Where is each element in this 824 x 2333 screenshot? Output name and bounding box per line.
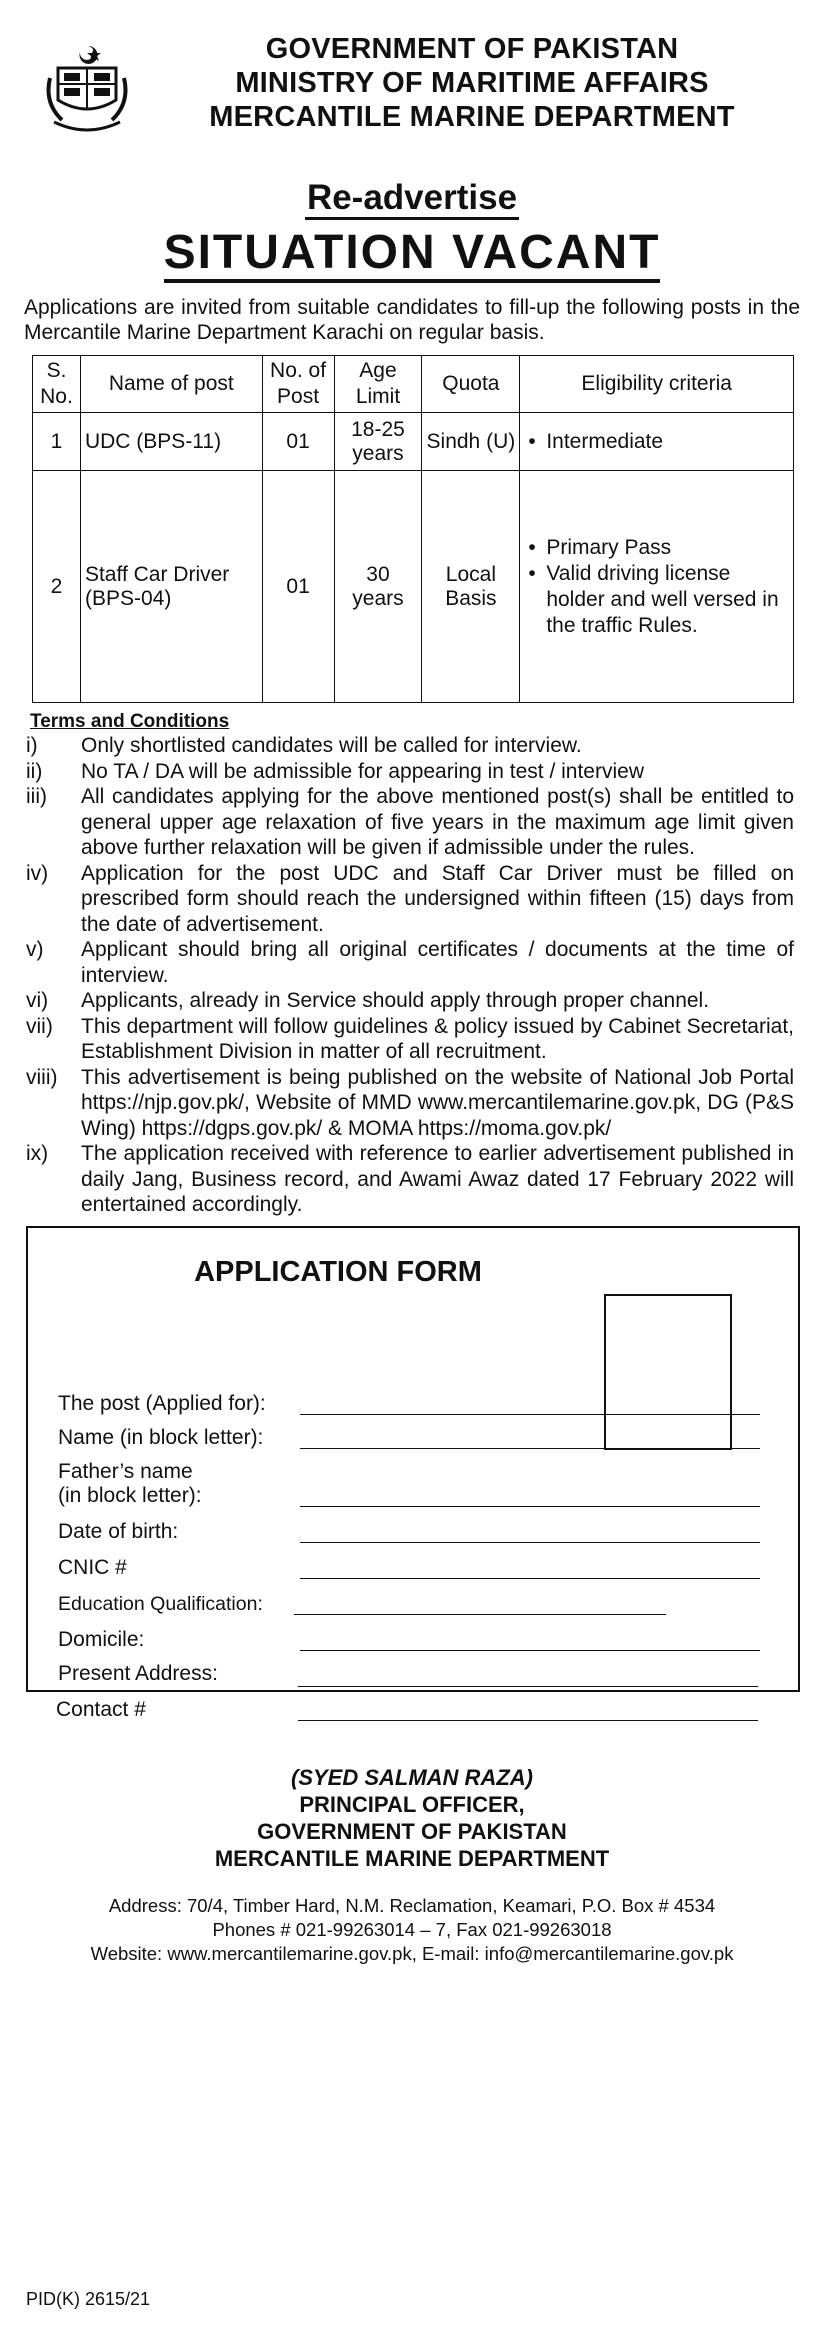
cnic-field[interactable]	[300, 1578, 760, 1579]
term-text: Only shortlisted candidates will be called for interview.	[81, 734, 582, 757]
contact-field[interactable]	[298, 1720, 758, 1721]
header-post: Name of post	[80, 356, 262, 413]
readvertise-heading: Re-advertise	[20, 177, 804, 219]
cell-post: Staff Car Driver (BPS-04)	[80, 471, 262, 703]
term-item	[26, 733, 794, 759]
education-field[interactable]	[294, 1614, 666, 1615]
header-count: No. of Post	[262, 356, 334, 413]
cell-count: 01	[262, 471, 334, 703]
signature-block	[20, 1764, 804, 1872]
term-number: vi)	[26, 989, 49, 1012]
term-text: This department will follow guidelines & policy issued by Cabinet Secretariat, Establishment Division in matter of all recruitment.	[81, 1014, 794, 1063]
address-field[interactable]	[298, 1686, 758, 1687]
cell-count: 01	[262, 413, 334, 471]
domicile-label: Domicile:	[58, 1627, 145, 1651]
term-item	[26, 1014, 794, 1065]
header-age: Age Limit	[334, 356, 422, 413]
criteria-item: • Intermediate	[524, 429, 789, 455]
office-phones: Phones # 021-99263014 – 7, Fax 021-99263018	[212, 1918, 612, 1940]
term-text: Applicants, already in Service should apply through proper channel.	[81, 989, 710, 1012]
term-number: iv)	[26, 861, 49, 885]
cell-quota: Sindh (U)	[422, 413, 520, 471]
header-criteria: Eligibility criteria	[520, 356, 794, 413]
cell-criteria	[520, 413, 794, 471]
header-lines	[140, 32, 804, 134]
term-text: No TA / DA will be admissible for appearing in test / interview	[81, 759, 644, 783]
application-form	[26, 1226, 800, 1692]
cell-sno: 2	[33, 471, 81, 703]
pid-number: PID(K) 2615/21	[26, 2289, 151, 2309]
dob-field[interactable]	[300, 1542, 760, 1543]
situation-vacant-heading: SITUATION VACANT	[20, 225, 804, 281]
term-number: v)	[26, 938, 44, 961]
post-field[interactable]	[300, 1414, 760, 1415]
table-row	[33, 471, 794, 703]
office-web: Website: www.mercantilemarine.gov.pk, E-mail: info@mercantilemarine.gov.pk	[90, 1942, 734, 1964]
header-quota: Quota	[422, 356, 520, 413]
term-item	[26, 759, 794, 785]
officer-title: PRINCIPAL OFFICER,	[299, 1791, 525, 1817]
term-number: iii)	[26, 785, 47, 808]
term-text: Application for the post UDC and Staff Car Driver must be filled on prescribed form should reach the undersigned within fifteen (15) days from the date of advertisement.	[81, 861, 794, 936]
photo-box	[604, 1294, 732, 1450]
cell-age: 30 years	[334, 471, 422, 703]
father-name-field[interactable]	[300, 1506, 760, 1507]
cell-age: 18-25 years	[334, 413, 422, 471]
term-text: All candidates applying for the above mentioned post(s) shall be entitled to general upper age relaxation of five years in the maximum age limit given above further relaxation will be given if admissible under the rules.	[81, 785, 794, 859]
term-item	[26, 988, 794, 1014]
name-label: Name (in block letter):	[58, 1425, 264, 1449]
criteria-item: • Primary Pass	[524, 535, 789, 561]
signature-org-2: MERCANTILE MARINE DEPARTMENT	[214, 1845, 610, 1871]
term-number: vii)	[26, 1014, 53, 1038]
signature-org-1: GOVERNMENT OF PAKISTAN	[257, 1818, 567, 1844]
cell-sno: 1	[33, 413, 81, 471]
table-header-row	[33, 356, 794, 413]
terms-title: Terms and Conditions	[30, 711, 230, 732]
domicile-field[interactable]	[300, 1650, 760, 1651]
address-label: Present Address:	[58, 1661, 218, 1685]
dob-label: Date of birth:	[58, 1519, 179, 1543]
cell-quota: Local Basis	[422, 471, 520, 703]
term-number: viii)	[26, 1065, 58, 1089]
criteria-item: • Valid driving license holder and well versed in the traffic Rules.	[524, 561, 789, 639]
term-item	[26, 1141, 794, 1218]
cell-post: UDC (BPS-11)	[80, 413, 262, 471]
term-number: ii)	[26, 759, 43, 783]
term-text: The application received with reference to earlier advertisement published in daily Jang, Business record, and Awami Awaz dated 17 February 2022 will entertained accordingly.	[81, 1142, 794, 1216]
officer-name: (SYED SALMAN RAZA)	[291, 1764, 533, 1790]
header-line-2: MINISTRY OF MARITIME AFFAIRS	[235, 67, 709, 99]
terms-list	[26, 733, 794, 1218]
contact-block	[20, 1894, 804, 1966]
form-title: APPLICATION FORM	[194, 1255, 482, 1288]
contact-label: Contact #	[56, 1697, 146, 1721]
term-text: Applicant should bring all original certificates / documents at the time of interview.	[81, 938, 794, 987]
term-number: ix)	[26, 1142, 49, 1165]
office-address: Address: 70/4, Timber Hard, N.M. Reclamation, Keamari, P.O. Box # 4534	[108, 1894, 716, 1916]
posts-table	[32, 355, 794, 703]
state-emblem-icon	[42, 38, 132, 138]
father-name-sublabel: (in block letter):	[58, 1483, 202, 1507]
term-text: This advertisement is being published on the website of National Job Portal https://njp.gov.pk/, Website of MMD www.mercantilemarine.gov.pk, DG (P&S Wing) https://dgps.gov.pk/ & MOMA https://moma.gov.pk/	[81, 1065, 794, 1140]
header-sno: S. No.	[33, 356, 81, 413]
intro-paragraph: Applications are invited from suitable candidates to fill-up the following posts in the Mercantile Marine Department Karachi on regular basis.	[24, 296, 800, 344]
cell-criteria	[520, 471, 794, 703]
term-item	[26, 784, 794, 861]
post-label: The post (Applied for):	[58, 1391, 266, 1415]
table-row	[33, 413, 794, 471]
name-field[interactable]	[300, 1448, 760, 1449]
father-name-label: Father’s name	[58, 1459, 193, 1483]
header-line-3: MERCANTILE MARINE DEPARTMENT	[209, 101, 735, 133]
header-line-1: GOVERNMENT OF PAKISTAN	[265, 33, 679, 65]
term-item	[26, 1065, 794, 1142]
term-item	[26, 861, 794, 938]
advertisement	[20, 12, 804, 1966]
term-number: i)	[26, 734, 38, 757]
cnic-label: CNIC #	[58, 1555, 127, 1579]
education-label: Education Qualification:	[58, 1592, 263, 1615]
header	[20, 12, 804, 147]
term-item	[26, 937, 794, 988]
